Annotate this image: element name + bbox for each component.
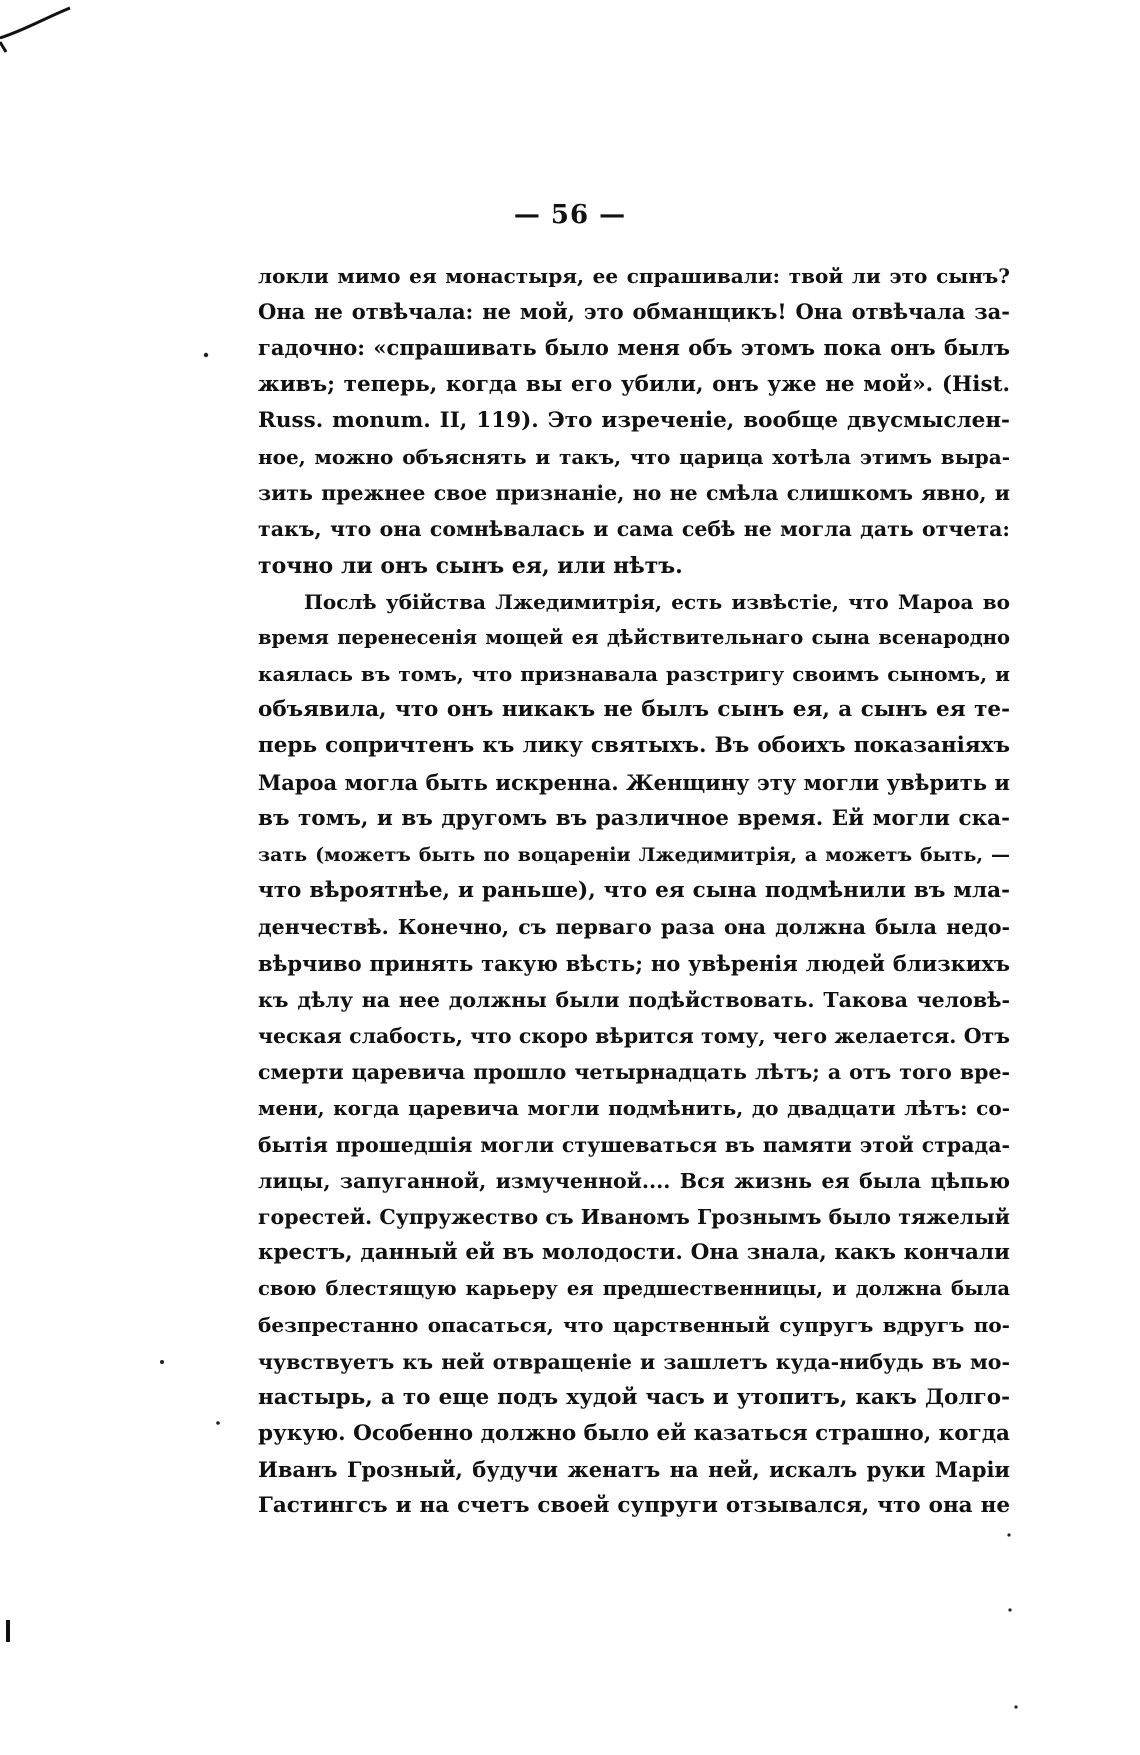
paragraph-1 <box>258 258 1010 584</box>
text-line: живъ; теперь, когда вы его убили, онъ уже не мой». (Hist. <box>258 371 1010 397</box>
text-line: бытія прошедшія могли стушеваться въ памяти этой страда- <box>258 1132 1010 1157</box>
dust-speck <box>204 353 208 357</box>
text-line: Мароа могла быть искренна. Женщину эту могли увѣрить и <box>258 769 1010 795</box>
text-line: смерти царевича прошло четырнадцать лѣтъ; а отъ того вре- <box>258 1060 1010 1085</box>
text-line: горестей. Супружество съ Иваномъ Грознымъ было тяжелый <box>258 1204 1010 1229</box>
body-text <box>258 258 1010 1525</box>
text-line: такъ, что она сомнѣвалась и сама себѣ не могла дать отчета: <box>258 517 1010 542</box>
text-line: что вѣроятнѣе, и раньше), что ея сына подмѣнили въ мла- <box>258 878 1010 904</box>
text-line: Она не отвѣчала: не мой, это обманщикъ! Она отвѣчала за- <box>258 299 1010 325</box>
corner-pen-stroke <box>0 8 70 52</box>
text-line: ческая слабость, что скоро вѣрится тому, чего желается. Отъ <box>258 1023 1010 1048</box>
text-line: въ томъ, и въ другомъ въ различное время. Ей могли ска- <box>258 805 1010 831</box>
text-line: зать (можетъ быть по воцареніи Лжедимитрія, а можетъ быть, — <box>258 844 1010 866</box>
text-line: денчествѣ. Конечно, съ перваго раза она должна была недо- <box>258 915 1010 940</box>
page-number: — 56 — <box>513 200 627 230</box>
text-line: объявила, что онъ никакъ не былъ сынъ ея, а сынъ ея те- <box>258 697 1010 723</box>
text-line: зить прежнее свое признаніе, но не смѣла слишкомъ явно, и <box>258 481 1010 506</box>
paragraph-2 <box>258 584 1010 1525</box>
text-line: Russ. monum. II, 119). Это изреченіе, вообще двусмыслен- <box>258 407 1010 433</box>
text-line: ное, можно объяснять и такъ, что царица хотѣла этимъ выра- <box>258 444 1010 469</box>
text-line: мени, когда царевича могли подмѣнить, до двадцати лѣтъ: со- <box>258 1096 1010 1121</box>
text-line: настырь, а то еще подъ худой часъ и утопитъ, какъ Долго- <box>258 1384 1010 1410</box>
dust-speck <box>1007 1533 1010 1536</box>
text-line: свою блестящую карьеру ея предшественницы, и должна была <box>258 1277 1010 1301</box>
text-line: каялась въ томъ, что признавала разстригу своимъ сыномъ, и <box>258 662 1010 687</box>
text-line: локли мимо ея монастыря, ее спрашивали: твой ли это сынъ? <box>258 264 1010 288</box>
text-line: время перенесенія мощей ея дѣйствительнаго сына всенародно <box>258 625 1010 649</box>
text-line: Гастингсъ и на счетъ своей супруги отзывался, что она не <box>258 1493 1010 1519</box>
text-line: перь сопричтенъ къ лику святыхъ. Въ обоихъ показаніяхъ <box>258 733 1010 759</box>
text-line: крестъ, данный ей въ молодости. Она знала, какъ кончали <box>258 1240 1010 1266</box>
dust-speck <box>216 1421 220 1425</box>
margin-speck <box>6 1620 10 1642</box>
dust-speck <box>1014 1705 1017 1708</box>
text-line: безпрестанно опасаться, что царственный супругъ вдругъ по- <box>258 1313 1010 1338</box>
dust-speck <box>160 1360 164 1364</box>
dust-speck <box>1008 1608 1011 1611</box>
text-line: вѣрчиво принять такую вѣсть; но увѣренія людей близкихъ <box>258 950 1010 976</box>
text-line: Иванъ Грозный, будучи женатъ на ней, искалъ руки Маріи <box>258 1457 1010 1483</box>
text-line: чувствуетъ къ ней отвращеніе и зашлетъ куда-нибудь въ мо- <box>258 1349 1010 1374</box>
text-line: точно ли онъ сынъ ея, или нѣтъ. <box>258 552 683 579</box>
text-line: Послѣ убійства Лжедимитрія, есть извѣстіе, что Мароа во <box>304 589 1010 614</box>
text-line: рукую. Особенно должно было ей казаться страшно, когда <box>258 1421 1010 1446</box>
text-line: гадочно: «спрашивать было меня объ этомъ пока онъ былъ <box>258 335 1010 361</box>
text-line: лицы, запуганной, измученной.... Вся жизнь ея была цѣпью <box>258 1168 1010 1193</box>
text-line: къ дѣлу на нее должны были подѣйствовать. Такова человѣ- <box>258 987 1010 1012</box>
